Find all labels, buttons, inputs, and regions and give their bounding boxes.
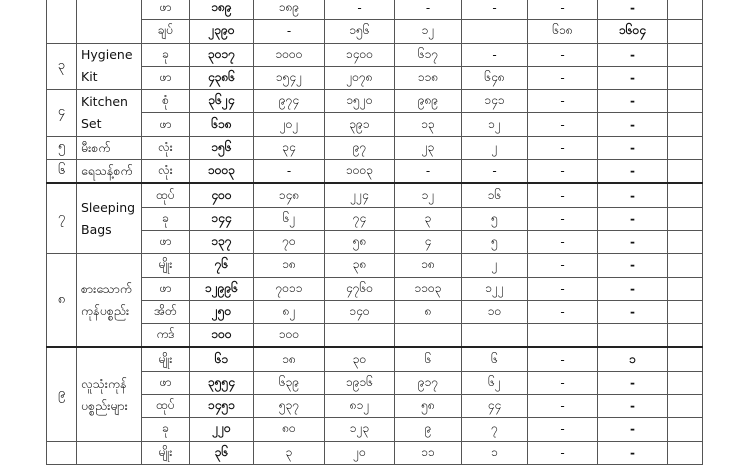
- value-cell: ၁၆၀၄: [598, 20, 668, 43]
- value-cell: ၃၉၁: [325, 113, 395, 136]
- unit-cell: ဖာ: [142, 277, 190, 300]
- value-cell: -: [528, 230, 598, 253]
- value-cell: ၁၅၆: [325, 20, 395, 43]
- value-cell: ၃: [254, 441, 325, 464]
- table-row: [47, 160, 703, 184]
- value-cell: -: [598, 395, 668, 418]
- empty-cell: [668, 113, 703, 136]
- value-cell: ၅၈: [395, 395, 462, 418]
- table-row: [47, 277, 703, 300]
- table-row: [47, 230, 703, 253]
- value-cell: ၃: [395, 207, 462, 230]
- item-name: [77, 441, 142, 464]
- unit-cell: လုံး: [142, 136, 190, 159]
- unit-cell: ဖာ: [142, 66, 190, 89]
- table-row: [47, 20, 703, 43]
- value-cell: -: [598, 113, 668, 136]
- value-cell: ၁၆: [462, 183, 528, 207]
- table-row: [47, 300, 703, 323]
- value-cell: -: [528, 441, 598, 464]
- value-cell: ၁၂: [395, 183, 462, 207]
- item-name: လူသုံးကုန် ပစ္စည်းများ: [77, 347, 142, 441]
- value-cell: -: [598, 300, 668, 323]
- unit-cell: ထုပ်: [142, 183, 190, 207]
- total-cell: ၃၀၁၇: [190, 43, 254, 66]
- value-cell: -: [528, 136, 598, 159]
- table-row: [47, 43, 703, 66]
- empty-cell: [668, 0, 703, 20]
- value-cell: -: [528, 207, 598, 230]
- total-cell: ၃၆၂၄: [190, 90, 254, 113]
- value-cell: -: [598, 371, 668, 394]
- value-cell: -: [528, 113, 598, 136]
- total-cell: ၁၀၀၃: [190, 160, 254, 184]
- value-cell: -: [528, 254, 598, 277]
- value-cell: ၉၈၉: [395, 90, 462, 113]
- inventory-table: [46, 0, 703, 465]
- value-cell: ၃၈: [325, 254, 395, 277]
- value-cell: ၁၁: [395, 441, 462, 464]
- value-cell: ၁၄၀: [325, 300, 395, 323]
- empty-cell: [668, 90, 703, 113]
- value-cell: ၉၇၄: [254, 90, 325, 113]
- value-cell: -: [395, 160, 462, 184]
- value-cell: -: [598, 441, 668, 464]
- value-cell: -: [462, 160, 528, 184]
- table-row: [47, 207, 703, 230]
- empty-cell: [668, 183, 703, 207]
- unit-cell: ဖာ: [142, 371, 190, 394]
- unit-cell: ချပ်: [142, 20, 190, 43]
- value-cell: [598, 324, 668, 348]
- value-cell: ၁၀၀၃: [325, 160, 395, 184]
- value-cell: ၆၁၇: [395, 43, 462, 66]
- value-cell: ၃၀: [325, 347, 395, 371]
- value-cell: ၁၂: [395, 20, 462, 43]
- total-cell: ၃၆: [190, 441, 254, 464]
- value-cell: ၇: [462, 418, 528, 441]
- value-cell: -: [598, 418, 668, 441]
- total-cell: ၃၅၅၄: [190, 371, 254, 394]
- empty-cell: [668, 20, 703, 43]
- total-cell: ၁၄၅၁: [190, 395, 254, 418]
- table-body: [47, 0, 703, 464]
- value-cell: ၁၁၈: [395, 66, 462, 89]
- value-cell: ၁၁၀၃: [395, 277, 462, 300]
- value-cell: ၅: [462, 230, 528, 253]
- value-cell: ၇၀: [254, 230, 325, 253]
- empty-cell: [668, 160, 703, 184]
- value-cell: -: [528, 0, 598, 20]
- value-cell: ၉: [395, 418, 462, 441]
- empty-cell: [668, 136, 703, 159]
- unit-cell: ဖာ: [142, 230, 190, 253]
- value-cell: -: [598, 230, 668, 253]
- value-cell: -: [528, 347, 598, 371]
- row-number: ၈: [47, 254, 77, 348]
- unit-cell: လုံး: [142, 160, 190, 184]
- total-cell: ၁၅၆: [190, 136, 254, 159]
- value-cell: ၁: [462, 441, 528, 464]
- table-row: [47, 371, 703, 394]
- empty-cell: [668, 66, 703, 89]
- table-row: [47, 254, 703, 277]
- row-number: ၅: [47, 136, 77, 159]
- value-cell: ၅: [462, 207, 528, 230]
- unit-cell: ခု: [142, 43, 190, 66]
- total-cell: ၄၃၈၆: [190, 66, 254, 89]
- value-cell: -: [598, 207, 668, 230]
- value-cell: ၁၄၀၀: [325, 43, 395, 66]
- value-cell: -: [528, 418, 598, 441]
- value-cell: ၉၁၇: [395, 371, 462, 394]
- value-cell: ၁: [598, 347, 668, 371]
- item-name: Sleeping Bags: [77, 183, 142, 253]
- table-row: [47, 0, 703, 20]
- value-cell: ၂၃: [395, 136, 462, 159]
- unit-cell: ကဒ်: [142, 324, 190, 348]
- value-cell: ၂၀၇၈: [325, 66, 395, 89]
- value-cell: -: [528, 43, 598, 66]
- value-cell: ၂၀: [325, 441, 395, 464]
- unit-cell: စုံ: [142, 90, 190, 113]
- empty-cell: [668, 418, 703, 441]
- item-name: Hygiene Kit: [77, 43, 142, 90]
- unit-cell: ထုပ်: [142, 395, 190, 418]
- unit-cell: ခု: [142, 418, 190, 441]
- value-cell: -: [528, 395, 598, 418]
- value-cell: -: [598, 66, 668, 89]
- value-cell: -: [598, 136, 668, 159]
- empty-cell: [668, 441, 703, 464]
- table-row: [47, 347, 703, 371]
- value-cell: ၇၄: [325, 207, 395, 230]
- value-cell: [395, 324, 462, 348]
- table-row: [47, 441, 703, 464]
- value-cell: ၁၀၀: [254, 324, 325, 348]
- value-cell: ၄၄: [462, 395, 528, 418]
- value-cell: -: [598, 43, 668, 66]
- empty-cell: [668, 347, 703, 371]
- value-cell: ၅၈: [325, 230, 395, 253]
- total-cell: ၁၈၉: [190, 0, 254, 20]
- value-cell: -: [254, 20, 325, 43]
- value-cell: -: [598, 183, 668, 207]
- total-cell: ၁၃၇: [190, 230, 254, 253]
- value-cell: -: [395, 0, 462, 20]
- empty-cell: [668, 230, 703, 253]
- value-cell: -: [598, 160, 668, 184]
- empty-cell: [668, 207, 703, 230]
- row-number: ၇: [47, 183, 77, 253]
- value-cell: ၁၄၁: [462, 90, 528, 113]
- total-cell: ၇၆: [190, 254, 254, 277]
- value-cell: -: [598, 254, 668, 277]
- value-cell: [528, 324, 598, 348]
- total-cell: ၆၁၈: [190, 113, 254, 136]
- row-number: ၃: [47, 43, 77, 90]
- unit-cell: အိတ်: [142, 300, 190, 323]
- table-row: [47, 90, 703, 113]
- value-cell: -: [598, 277, 668, 300]
- value-cell: ၂: [462, 136, 528, 159]
- table-row: [47, 113, 703, 136]
- total-cell: ၄၀၀: [190, 183, 254, 207]
- total-cell: ၂၂၀: [190, 418, 254, 441]
- value-cell: ၆၃၉: [254, 371, 325, 394]
- value-cell: ၁၃: [395, 113, 462, 136]
- value-cell: ၁၈၉: [254, 0, 325, 20]
- row-number: ၉: [47, 347, 77, 441]
- value-cell: -: [528, 90, 598, 113]
- empty-cell: [668, 254, 703, 277]
- value-cell: ၁၂: [462, 113, 528, 136]
- value-cell: ၁၀၀၀: [254, 43, 325, 66]
- value-cell: ၇၀၁၁: [254, 277, 325, 300]
- value-cell: ၂၀၂: [254, 113, 325, 136]
- table-row: [47, 183, 703, 207]
- value-cell: ၃၄: [254, 136, 325, 159]
- value-cell: ၈၁၂: [325, 395, 395, 418]
- value-cell: ၆: [462, 347, 528, 371]
- value-cell: ၅၃၇: [254, 395, 325, 418]
- total-cell: ၆၁: [190, 347, 254, 371]
- value-cell: -: [598, 90, 668, 113]
- value-cell: -: [254, 160, 325, 184]
- value-cell: ၆၂: [254, 207, 325, 230]
- unit-cell: မျိုး: [142, 441, 190, 464]
- item-name: [77, 0, 142, 43]
- value-cell: ၄၇၆၀: [325, 277, 395, 300]
- item-name: Kitchen Set: [77, 90, 142, 137]
- value-cell: -: [528, 300, 598, 323]
- value-cell: ၁၈: [254, 347, 325, 371]
- empty-cell: [668, 300, 703, 323]
- value-cell: ၈: [395, 300, 462, 323]
- value-cell: -: [598, 0, 668, 20]
- total-cell: ၂၅၀: [190, 300, 254, 323]
- value-cell: ၆: [395, 347, 462, 371]
- value-cell: -: [528, 160, 598, 184]
- value-cell: ၁၂၂: [462, 277, 528, 300]
- unit-cell: မျိုး: [142, 254, 190, 277]
- value-cell: -: [462, 0, 528, 20]
- row-number: ၄: [47, 90, 77, 137]
- total-cell: ၁၀၀: [190, 324, 254, 348]
- total-cell: ၁၂၉၉၆: [190, 277, 254, 300]
- table-row: [47, 136, 703, 159]
- value-cell: ၁၈: [254, 254, 325, 277]
- value-cell: ၈၂: [254, 300, 325, 323]
- value-cell: [462, 20, 528, 43]
- value-cell: -: [325, 0, 395, 20]
- value-cell: ၆၁၈: [528, 20, 598, 43]
- table-row: [47, 324, 703, 348]
- value-cell: ၁၂၃: [325, 418, 395, 441]
- unit-cell: မျိုး: [142, 347, 190, 371]
- unit-cell: ခု: [142, 207, 190, 230]
- empty-cell: [668, 43, 703, 66]
- value-cell: ၄: [395, 230, 462, 253]
- value-cell: ၂၂၄: [325, 183, 395, 207]
- value-cell: ၁၀: [462, 300, 528, 323]
- value-cell: [462, 324, 528, 348]
- value-cell: -: [462, 43, 528, 66]
- value-cell: ၁၈: [395, 254, 462, 277]
- value-cell: -: [528, 183, 598, 207]
- table-row: [47, 66, 703, 89]
- empty-cell: [668, 324, 703, 348]
- row-number: [47, 441, 77, 464]
- value-cell: ၁၅၂၀: [325, 90, 395, 113]
- item-name: မီးစက်: [77, 136, 142, 159]
- table-row: [47, 395, 703, 418]
- value-cell: ၈၀: [254, 418, 325, 441]
- empty-cell: [668, 395, 703, 418]
- empty-cell: [668, 277, 703, 300]
- row-number: ၆: [47, 160, 77, 184]
- value-cell: ၂: [462, 254, 528, 277]
- value-cell: ၁၅၄၂: [254, 66, 325, 89]
- row-number: [47, 0, 77, 43]
- value-cell: ၉၇: [325, 136, 395, 159]
- value-cell: -: [528, 371, 598, 394]
- total-cell: ၁၄၄: [190, 207, 254, 230]
- value-cell: -: [528, 66, 598, 89]
- value-cell: ၁၉၁၆: [325, 371, 395, 394]
- value-cell: ၁၄၈: [254, 183, 325, 207]
- empty-cell: [668, 371, 703, 394]
- value-cell: [325, 324, 395, 348]
- item-name: စားသောက် ကုန်ပစ္စည်း: [77, 254, 142, 348]
- value-cell: ၆၂: [462, 371, 528, 394]
- total-cell: ၂၃၉၀: [190, 20, 254, 43]
- item-name: ရေသန့်စက်: [77, 160, 142, 184]
- table-row: [47, 418, 703, 441]
- unit-cell: ဖာ: [142, 0, 190, 20]
- value-cell: ၆၄၈: [462, 66, 528, 89]
- unit-cell: ဖာ: [142, 113, 190, 136]
- value-cell: -: [528, 277, 598, 300]
